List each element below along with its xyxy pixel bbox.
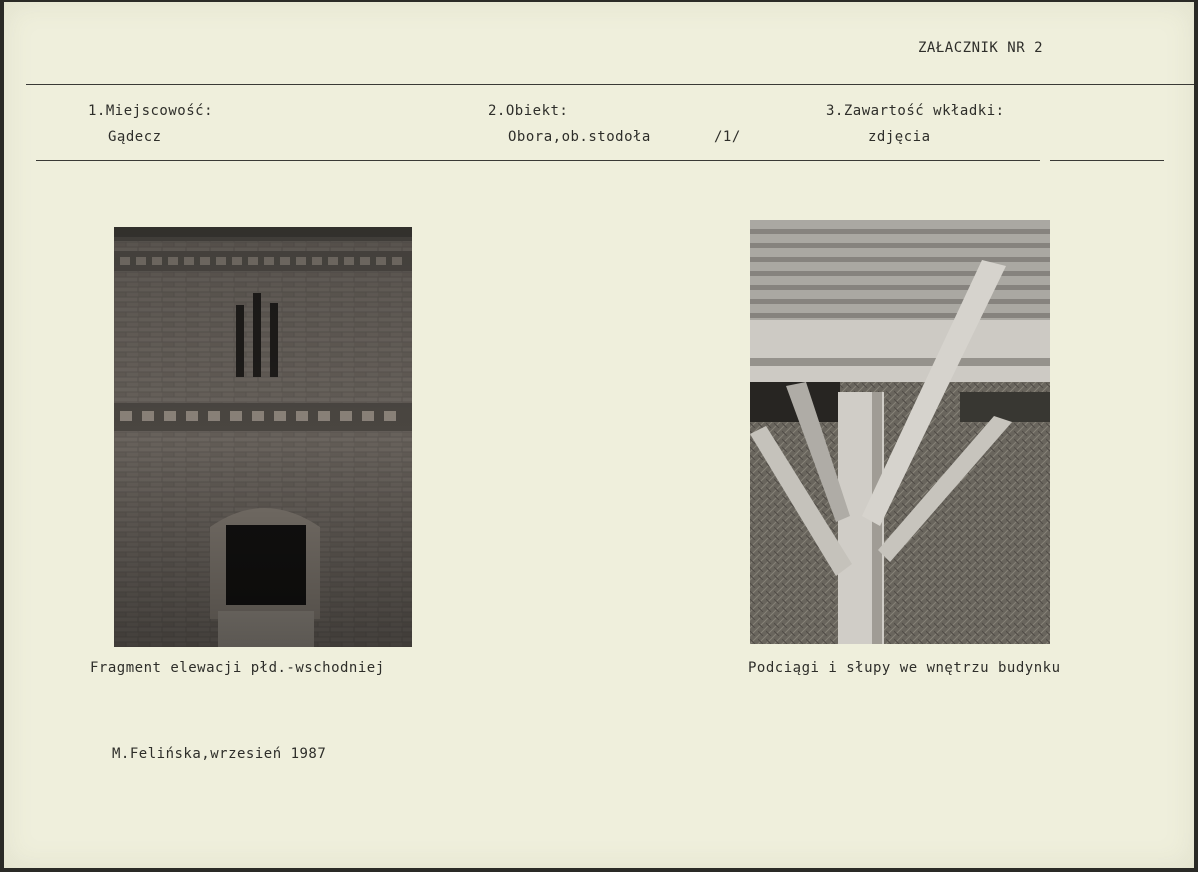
facade-caption: Fragment elewacji płd.-wschodniej	[90, 660, 385, 676]
field-rule-end	[1050, 160, 1164, 161]
interior-photo	[750, 220, 1050, 644]
field-object-number: /1/	[714, 129, 741, 145]
field-object-label: 2.Obiekt:	[488, 103, 569, 119]
annex-number: ZAŁACZNIK NR 2	[918, 40, 1044, 56]
top-rule	[26, 84, 1194, 85]
interior-caption: Podciągi i słupy we wnętrzu budynku	[748, 660, 1061, 676]
inventory-card	[4, 2, 1194, 868]
author-date: M.Felińska,wrzesień 1987	[112, 746, 327, 762]
field-locality-value: Gądecz	[108, 129, 162, 145]
field-object-value: Obora,ob.stodoła	[508, 129, 651, 145]
facade-photo	[114, 227, 412, 647]
field-contents-label: 3.Zawartość wkładki:	[826, 103, 1005, 119]
field-locality-label: 1.Miejscowość:	[88, 103, 214, 119]
field-rule	[36, 160, 1040, 161]
field-contents-value: zdjęcia	[868, 129, 931, 145]
